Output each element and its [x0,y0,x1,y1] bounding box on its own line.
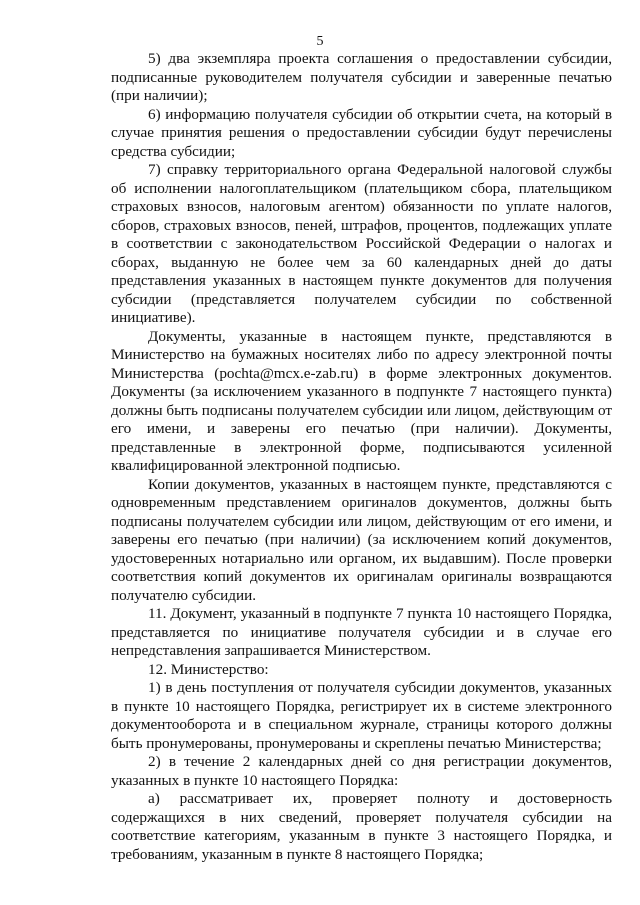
paragraph-clause-12-item-1: 1) в день поступления от получателя субсидии документов, указанных в пункте 10 настоящего Порядка, регистрирует их в системе электронного документооборота и в специальном журнале, страницы которого должны быть пронумерованы, пронумерованы и скреплены печатью Министерства; [111,679,612,752]
page-number: 5 [316,34,324,49]
paragraph-clause-11: 11. Документ, указанный в подпункте 7 пункта 10 настоящего Порядка, представляется по инициативе получателя субсидии и в случае его непредставления запрашивается Министерством. [111,605,612,659]
paragraph-clause-12-item-2a: а) рассматривает их, проверяет полноту и достоверность содержащихся в них сведений, проверяет получателя субсидии на соответствие категориям, указанным в пункте 3 настоящего Порядка, и требованиям, указанным в пункте 8 настоящего Порядка; [111,790,612,863]
document-body [111,50,612,864]
paragraph-documents-submission: Документы, указанные в настоящем пункте, представляются в Министерство на бумажных носителях либо по адресу электронной почты Министерства (pochta@mcx.e-zab.ru) в форме электронных документов. Документы (за исключением указанного в подпункте 7 настоящего пункта) должны быть подписаны получателем субсидии или лицом, действующим от его имени, и заверены его печатью (при наличии). Документы, представленные в электронной форме, подписываются усиленной квалифицированной электронной подписью. [111,327,612,474]
paragraph-clause-12-heading: 12. Министерство: [148,660,269,678]
paragraph-item-6: 6) информацию получателя субсидии об открытии счета, на который в случае принятия решения о предоставлении субсидии будут перечислены средства субсидии; [111,105,612,160]
paragraph-clause-12-item-2: 2) в течение 2 календарных дней со дня регистрации документов, указанных в пункте 10 настоящего Порядка: [111,753,612,789]
paragraph-item-5: 5) два экземпляра проекта соглашения о предоставлении субсидии, подписанные руководителем получателя субсидии и заверенные печатью (при наличии); [111,50,612,104]
paragraph-document-copies: Копии документов, указанных в настоящем пункте, представляются с одновременным представлением оригиналов документов, должны быть подписаны получателем субсидии или лицом, действующим от его имени, и заверены его печатью (при наличии) (за исключением копий документов, удостоверенных нотариально или органом, их выдавшим). После проверки соответствия копий документов их оригиналам оригиналы возвращаются получателю субсидии. [111,475,612,604]
paragraph-item-7: 7) справку территориального органа Федеральной налоговой службы об исполнении налогоплательщиком (плательщиком сбора, плательщиком страховых взносов, налоговым агентом) обязанности по уплате налогов, сборов, страховых взносов, пеней, штрафов, процентов, подлежащих уплате в соответствии с законодательством Российской Федерации о налогах и сборах, выданную не более чем за 60 календарных дней до даты представления указанных в настоящем пункте документов для получения субсидии (представляется получателем субсидии по собственной инициативе). [111,161,612,326]
